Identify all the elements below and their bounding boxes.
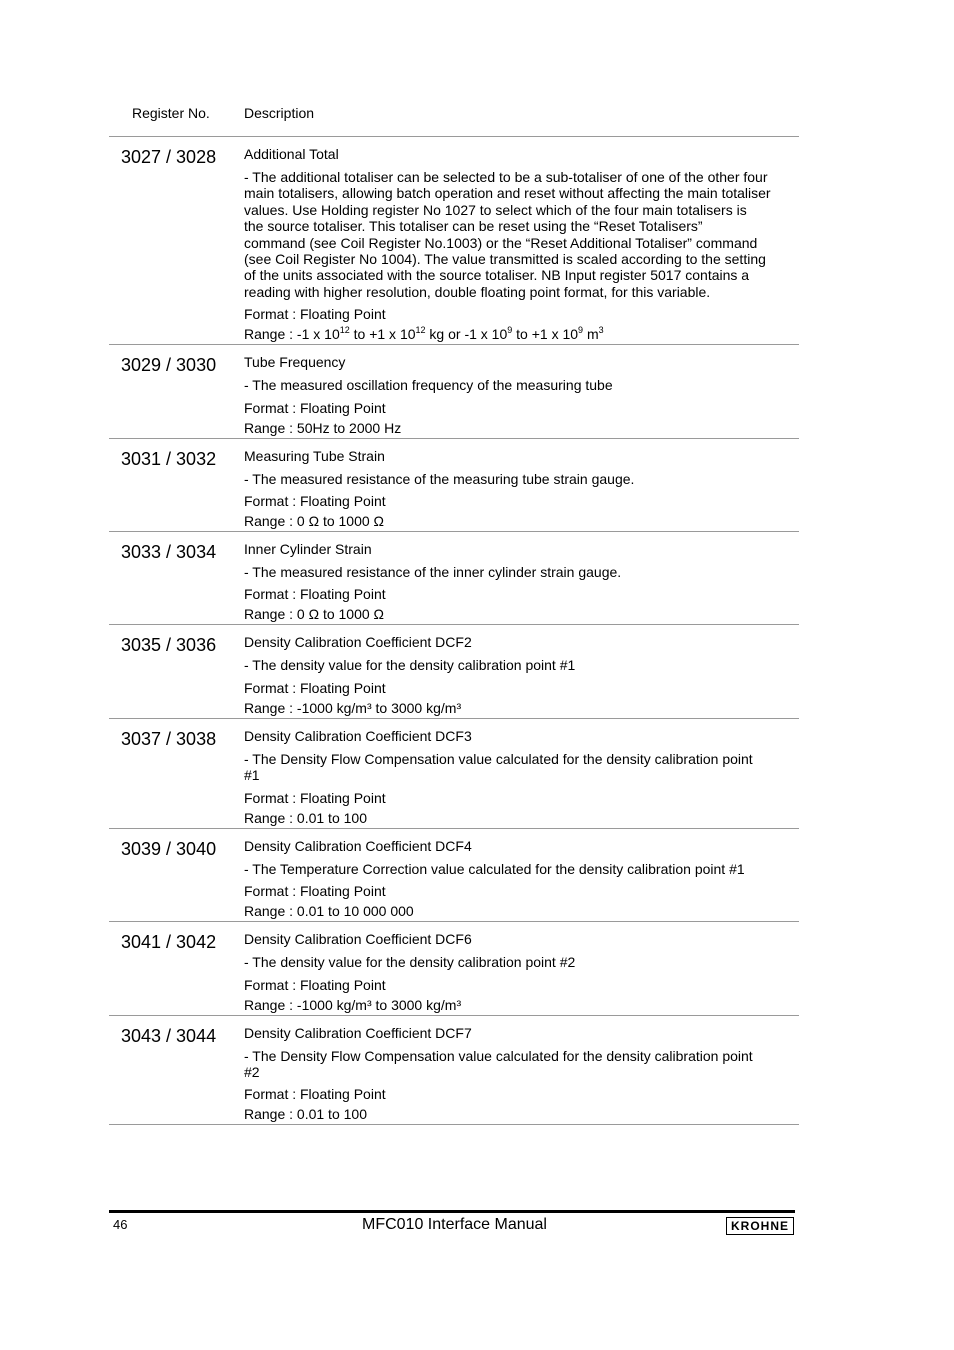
- krohne-logo: KROHNE: [726, 1217, 794, 1235]
- register-number: 3031 / 3032: [121, 448, 217, 469]
- register-format: Format : Floating Point: [244, 399, 386, 416]
- register-description: [244, 719, 794, 828]
- register-number: 3039 / 3040: [121, 838, 217, 859]
- register-range: Range : 0.01 to 10 000 000: [244, 903, 414, 920]
- explanation-line: - The Density Flow Compensation value calculated for the density calibration point: [244, 750, 753, 767]
- register-explanation: [244, 471, 794, 487]
- register-title: Additional Total: [244, 146, 339, 162]
- register-range: Range : 0.01 to 100: [244, 1106, 367, 1123]
- register-number: 3033 / 3034: [121, 542, 217, 563]
- register-format: Format : Floating Point: [244, 1086, 386, 1103]
- register-row: [109, 719, 799, 829]
- register-format: Format : Floating Point: [244, 306, 386, 323]
- footer-divider: [109, 1210, 795, 1213]
- register-range: Range : -1000 kg/m³ to 3000 kg/m³: [244, 699, 462, 716]
- register-explanation: [244, 564, 794, 580]
- explanation-line: #1: [244, 767, 260, 784]
- register-description: [244, 532, 794, 624]
- register-row: [109, 922, 799, 1015]
- register-row: [109, 439, 799, 532]
- explanation-line: - The additional totaliser can be selected to be a sub-totaliser of one of the other four: [244, 169, 768, 185]
- register-row: [109, 1016, 799, 1126]
- register-range: Range : 0.01 to 100: [244, 809, 367, 826]
- explanation-line: the source totaliser. This totaliser can be reset using the “Reset Totalisers”: [244, 218, 703, 235]
- register-row: [109, 345, 799, 438]
- register-title: Density Calibration Coefficient DCF3: [244, 727, 472, 744]
- register-description: [244, 345, 794, 437]
- explanation-line: reading with higher resolution, double floating point format, for this variable.: [244, 283, 711, 300]
- register-number: 3029 / 3030: [121, 355, 217, 376]
- register-format: Format : Floating Point: [244, 493, 386, 510]
- explanation-line: #2: [244, 1063, 260, 1080]
- register-range: Range : 50Hz to 2000 Hz: [244, 419, 402, 436]
- register-number: 3037 / 3038: [121, 728, 217, 749]
- register-title: Density Calibration Coefficient DCF2: [244, 634, 472, 651]
- page-number: 46: [113, 1217, 128, 1232]
- register-row: [109, 625, 799, 718]
- register-explanation: [244, 954, 794, 970]
- explanation-line: - The density value for the density calibration point #1: [244, 657, 576, 674]
- register-row: [109, 829, 799, 922]
- column-header-register: Register No.: [132, 105, 210, 121]
- register-format: Format : Floating Point: [244, 586, 386, 603]
- explanation-line: - The Density Flow Compensation value calculated for the density calibration point: [244, 1047, 753, 1064]
- register-title: Density Calibration Coefficient DCF4: [244, 837, 472, 854]
- register-range: Range : 0 Ω to 1000 Ω: [244, 606, 385, 623]
- register-description: [244, 922, 794, 1014]
- register-explanation: [244, 751, 794, 784]
- register-explanation: [244, 861, 794, 877]
- register-range: Range : 0 Ω to 1000 Ω: [244, 513, 385, 530]
- explanation-line: (see Coil Register No 1004). The value transmitted is scaled according to the setting: [244, 251, 766, 268]
- register-explanation: [244, 1048, 794, 1081]
- register-table: [109, 137, 799, 1125]
- register-format: Format : Floating Point: [244, 789, 386, 806]
- register-title: Density Calibration Coefficient DCF7: [244, 1024, 472, 1041]
- register-title: Measuring Tube Strain: [244, 447, 385, 464]
- register-format: Format : Floating Point: [244, 679, 386, 696]
- explanation-line: - The density value for the density calibration point #2: [244, 954, 576, 971]
- register-description: [244, 439, 794, 531]
- register-title: Tube Frequency: [244, 354, 346, 371]
- explanation-line: command (see Coil Register No.1003) or the “Reset Additional Totaliser” command: [244, 234, 758, 251]
- explanation-line: - The Temperature Correction value calculated for the density calibration point #1: [244, 860, 745, 877]
- explanation-line: of the units associated with the source totaliser. NB Input register 5017 contains a: [244, 267, 750, 284]
- register-row: [109, 532, 799, 625]
- register-format: Format : Floating Point: [244, 976, 386, 993]
- footer-title: MFC010 Interface Manual: [362, 1216, 547, 1233]
- register-description: [244, 137, 794, 344]
- register-title: Inner Cylinder Strain: [244, 541, 372, 558]
- column-header-description: Description: [244, 105, 315, 121]
- register-number: 3035 / 3036: [121, 635, 217, 656]
- register-description: [244, 1016, 794, 1125]
- register-description: [244, 625, 794, 717]
- register-range: Range : -1000 kg/m³ to 3000 kg/m³: [244, 996, 462, 1013]
- register-title: Density Calibration Coefficient DCF6: [244, 931, 472, 948]
- explanation-line: - The measured resistance of the inner cylinder strain gauge.: [244, 564, 622, 581]
- register-row: [109, 137, 799, 345]
- register-explanation: [244, 657, 794, 673]
- register-range: Range : -1 x $10^{12}$ to +1 x $10^{12}$ kg or -1 x $10^9$ to +1 x $10^9$ $m^3$: [244, 325, 604, 343]
- register-number: 3043 / 3044: [121, 1025, 217, 1046]
- explanation-line: main totalisers, allowing batch operation and reset without affecting the main totaliser: [244, 185, 771, 202]
- register-explanation: [244, 169, 794, 300]
- register-number: 3041 / 3042: [121, 932, 217, 953]
- explanation-line: values. Use Holding register No 1027 to select which of the four main totalisers is: [244, 201, 747, 218]
- explanation-line: - The measured oscillation frequency of the measuring tube: [244, 377, 613, 394]
- register-number: 3027 / 3028: [121, 147, 217, 167]
- explanation-line: - The measured resistance of the measuring tube strain gauge.: [244, 470, 635, 487]
- register-description: [244, 829, 794, 921]
- register-explanation: [244, 377, 794, 393]
- register-format: Format : Floating Point: [244, 883, 386, 900]
